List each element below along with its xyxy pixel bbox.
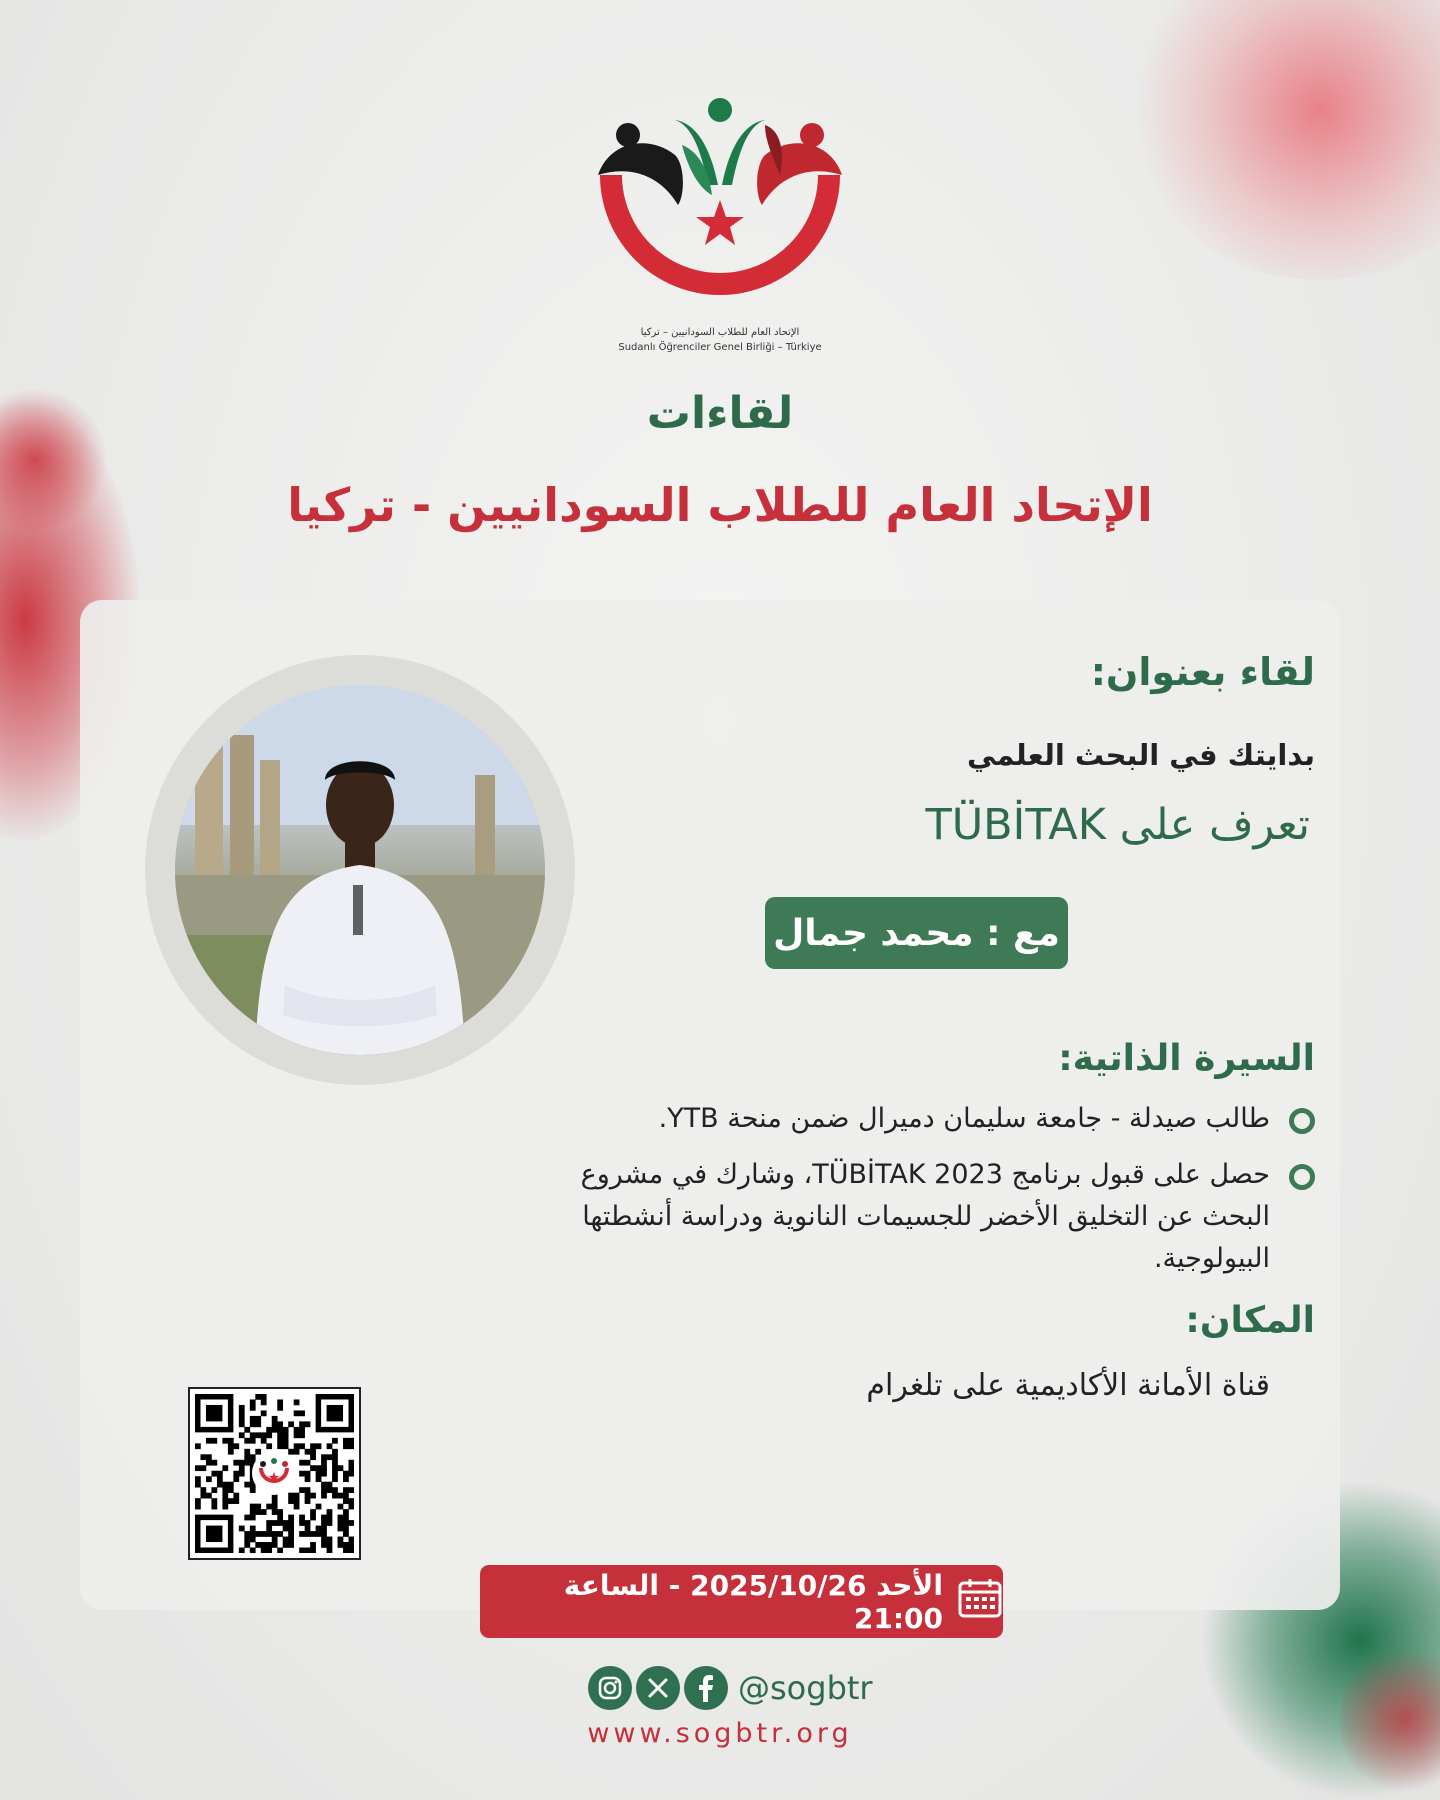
- facebook-icon[interactable]: [684, 1666, 728, 1710]
- x-icon[interactable]: [636, 1666, 680, 1710]
- bullet-icon: [1289, 1164, 1315, 1190]
- organization-title: الإتحاد العام للطلاب السودانيين - تركيا: [287, 478, 1153, 532]
- bio-label: السيرة الذاتية:: [1058, 1038, 1315, 1079]
- instagram-icon[interactable]: [588, 1666, 632, 1710]
- speaker-photo: [175, 685, 545, 1055]
- qr-code[interactable]: [188, 1387, 361, 1560]
- qr-logo-icon: [252, 1451, 296, 1495]
- place-value: قناة الأمانة الأكاديمية على تلغرام: [866, 1368, 1270, 1403]
- bio-item: [535, 1098, 1315, 1140]
- talk-title-line2: تعرف على TÜBİTAK: [925, 800, 1310, 850]
- talk-title-line1: بدايتك في البحث العلمي: [966, 738, 1315, 772]
- bio-item-text: طالب صيدلة - جامعة سليمان دميرال ضمن منحة YTB.: [658, 1103, 1270, 1134]
- logo-caption: [560, 325, 880, 355]
- schedule-text: الأحد 2025/10/26 - الساعة 21:00: [563, 1568, 943, 1635]
- bio-item: [535, 1154, 1315, 1280]
- speaker-badge: [765, 897, 1068, 969]
- logo-arabic-name: الإتحاد العام للطلاب السودانيين – تركيا: [640, 327, 800, 338]
- series-title: لقاءات: [646, 388, 794, 439]
- logo-turkish-name: Sudanlı Öğrenciler Genel Birliği – Türkiye: [618, 342, 822, 353]
- social-handle[interactable]: @sogbtr: [738, 1669, 873, 1707]
- bullet-icon: [1289, 1108, 1315, 1134]
- social-links: [588, 1664, 873, 1712]
- bio-item-text: حصل على قبول برنامج TÜBİTAK 2023، وشارك في مشروع البحث عن التخليق الأخضر للجسيمات النانوية ودراسة أنشطتها البيولوجية.: [580, 1159, 1270, 1274]
- schedule-bar: [480, 1565, 1003, 1638]
- website-link[interactable]: www.sogbtr.org: [587, 1718, 853, 1749]
- union-logo: [590, 95, 850, 325]
- place-label: المكان:: [1185, 1300, 1315, 1341]
- bio-list: [535, 1098, 1315, 1294]
- calendar-icon: [957, 1577, 1003, 1626]
- speaker-name: مع : محمد جمال: [773, 912, 1060, 954]
- talk-title-label: لقاء بعنوان:: [1090, 650, 1315, 694]
